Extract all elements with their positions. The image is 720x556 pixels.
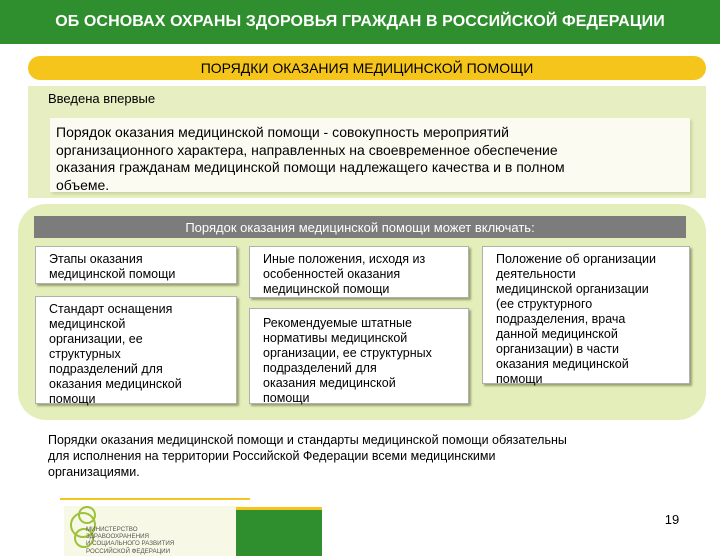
card-line: организации, ее структурных — [263, 346, 432, 360]
logo-line: И СОЦИАЛЬНОГО РАЗВИТИЯ — [86, 540, 175, 548]
green-decor-block — [236, 510, 322, 556]
definition-line: организационного характера, направленных на своевременное обеспечение — [56, 141, 558, 158]
bottom-divider — [60, 498, 250, 500]
card-line: медицинской помощи — [263, 282, 390, 296]
card-organization-regulation — [482, 246, 690, 384]
footer-statement — [48, 432, 698, 480]
card-line: подразделения, врача — [496, 312, 626, 326]
card-line: структурных — [49, 347, 121, 361]
logo-line: ЗДРАВООХРАНЕНИЯ — [86, 533, 149, 541]
card-line: организации, ее — [49, 332, 143, 346]
card-line: медицинской организации — [496, 282, 649, 296]
definition-text — [56, 124, 686, 194]
card-line: Положение об организации — [496, 252, 656, 266]
footer-line: организациями. — [48, 465, 140, 479]
card-line: медицинской — [49, 317, 126, 331]
card-line: деятельности — [496, 267, 576, 281]
card-line: Иные положения, исходя из — [263, 252, 426, 266]
page-number: 19 — [664, 512, 680, 527]
card-line: оказания медицинской — [496, 357, 629, 371]
logo-line: РОССИЙСКОЙ ФЕДЕРАЦИИ — [86, 547, 171, 555]
card-line: данной медицинской — [496, 327, 618, 341]
ministry-logo-text — [86, 526, 196, 555]
logo-line: МИНИСТЕРСТВО — [86, 526, 138, 533]
card-line: организации) в части — [496, 342, 620, 356]
logo-emblem-icon — [78, 506, 96, 524]
slide-header — [0, 0, 720, 44]
card-line: помощи — [49, 392, 96, 406]
subtitle-bar — [28, 56, 706, 80]
card-line: подразделений для — [49, 362, 163, 376]
card-line: особенностей оказания — [263, 267, 401, 281]
card-other-provisions — [249, 246, 469, 298]
card-line: оказания медицинской — [263, 376, 396, 390]
footer-line: для исполнения на территории Российской Федерации всеми медицинскими — [48, 449, 496, 463]
card-line: оказания медицинской — [49, 377, 182, 391]
card-line: медицинской помощи — [49, 267, 176, 281]
definition-line: оказания гражданам медицинской помощи надлежащего качества и в полном — [56, 159, 565, 175]
slide-title: ОБ ОСНОВАХ ОХРАНЫ ЗДОРОВЬЯ ГРАЖДАН В РОССИЙСКОЙ ФЕДЕРАЦИИ — [55, 13, 665, 30]
card-line: Рекомендуемые штатные — [263, 316, 412, 330]
card-line: Стандарт оснащения — [49, 302, 173, 316]
contents-heading-bar — [34, 216, 686, 238]
subtitle-text: ПОРЯДКИ ОКАЗАНИЯ МЕДИЦИНСКОЙ ПОМОЩИ — [200, 60, 534, 76]
card-staffing-norms — [249, 308, 469, 404]
definition-line: объеме. — [56, 176, 110, 193]
footer-line: Порядки оказания медицинской помощи и стандарты медицинской помощи обязательны — [48, 433, 567, 447]
card-equipment-standard — [35, 296, 237, 404]
card-line: подразделений для — [263, 361, 377, 375]
card-line: помощи — [496, 372, 543, 386]
card-line: (ее структурного — [496, 297, 593, 311]
card-stages — [35, 246, 237, 284]
card-line: Этапы оказания — [49, 252, 143, 266]
intro-badge: Введена впервые — [48, 91, 156, 106]
card-line: помощи — [263, 391, 310, 405]
card-line: нормативы медицинской — [263, 331, 408, 345]
definition-line: Порядок оказания медицинской помощи - совокупность мероприятий — [56, 124, 509, 140]
contents-heading: Порядок оказания медицинской помощи может включать: — [185, 219, 535, 235]
